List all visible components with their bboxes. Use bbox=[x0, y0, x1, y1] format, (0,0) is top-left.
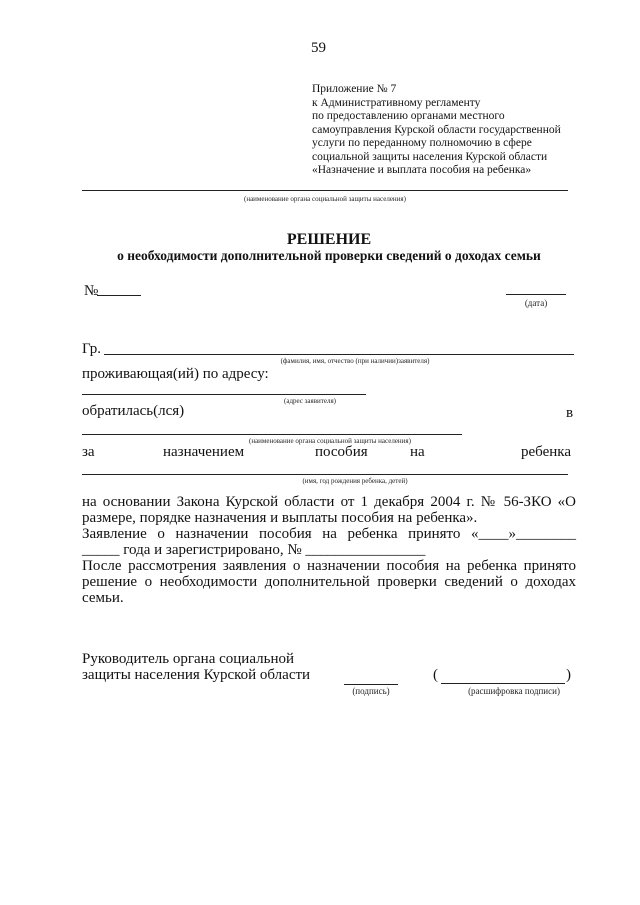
appendix-line: по предоставлению органами местного bbox=[312, 110, 505, 122]
date-caption: (дата) bbox=[524, 298, 548, 308]
purpose-word: на bbox=[410, 444, 425, 460]
org-caption-2: (наименование органа социальной защиты населения) bbox=[249, 437, 411, 445]
date-field-line bbox=[506, 294, 566, 295]
decision-line: решение о необходимости дополнительной проверки сведений о доходах bbox=[82, 574, 576, 590]
child-caption: (имя, год рождения ребенка, детей) bbox=[302, 477, 408, 485]
head-title-line: Руководитель органа социальной bbox=[82, 651, 294, 667]
org-name-line bbox=[82, 190, 568, 191]
purpose-word: назначением bbox=[163, 444, 245, 460]
decoding-open-paren: ( bbox=[433, 667, 438, 683]
basis-line: на основании Закона Курской области от 1 декабря 2004 г. № 56-ЗКО «О bbox=[82, 494, 576, 510]
fio-caption: (фамилия, имя, отчество (при наличии)заявителя) bbox=[280, 357, 430, 365]
applied-label: обратилась(лся) bbox=[82, 403, 185, 419]
number-label: № bbox=[84, 283, 99, 299]
fio-line bbox=[104, 354, 574, 355]
decision-line: семьи. bbox=[82, 590, 124, 606]
document-title: РЕШЕНИЕ bbox=[286, 231, 372, 248]
address-caption: (адрес заявителя) bbox=[284, 397, 336, 405]
purpose-word: за bbox=[82, 444, 95, 460]
address-line bbox=[82, 394, 366, 395]
appendix-line: «Назначение и выплата пособия на ребенка» bbox=[312, 164, 532, 176]
citizen-label: Гр. bbox=[82, 341, 101, 357]
appendix-line: социальной защиты населения Курской области bbox=[312, 150, 548, 163]
document-subtitle: о необходимости дополнительной проверки сведений о доходах семьи bbox=[117, 248, 541, 263]
decision-line: После рассмотрения заявления о назначении пособия на ребенка принято bbox=[82, 558, 576, 574]
head-title-line: защиты населения Курской области bbox=[82, 667, 311, 683]
decoding-line bbox=[441, 683, 565, 684]
appendix-line: Приложение № 7 bbox=[312, 83, 397, 95]
applied-to-label: в bbox=[566, 405, 574, 421]
signature-caption: (подпись) bbox=[352, 686, 390, 696]
appendix-line: услуги по переданному полномочию в сфере bbox=[312, 137, 532, 149]
accepted-line: Заявление о назначении пособия на ребенка принято «____»________ bbox=[82, 526, 576, 542]
org-name-caption: (наименование органа социальной защиты населения) bbox=[244, 195, 406, 203]
appendix-line: самоуправления Курской области государственной bbox=[312, 123, 561, 136]
basis-line: размере, порядке назначения и выплаты пособия на ребенка». bbox=[82, 510, 478, 526]
org-line-2 bbox=[82, 434, 462, 435]
appendix-line: к Административному регламенту bbox=[312, 96, 481, 109]
signature-line bbox=[344, 684, 398, 685]
decoding-close-paren: ) bbox=[566, 667, 571, 683]
page-number: 59 bbox=[311, 40, 326, 56]
appendix-block bbox=[312, 83, 561, 178]
child-line bbox=[82, 474, 568, 475]
number-field-line bbox=[97, 295, 141, 296]
registered-line: _____ года и зарегистрировано, № ________________ bbox=[82, 542, 426, 558]
residing-label: проживающая(ий) по адресу: bbox=[82, 366, 269, 382]
decoding-caption: (расшифровка подписи) bbox=[468, 686, 560, 696]
purpose-word: пособия bbox=[315, 444, 368, 460]
purpose-word: ребенка bbox=[521, 444, 571, 460]
